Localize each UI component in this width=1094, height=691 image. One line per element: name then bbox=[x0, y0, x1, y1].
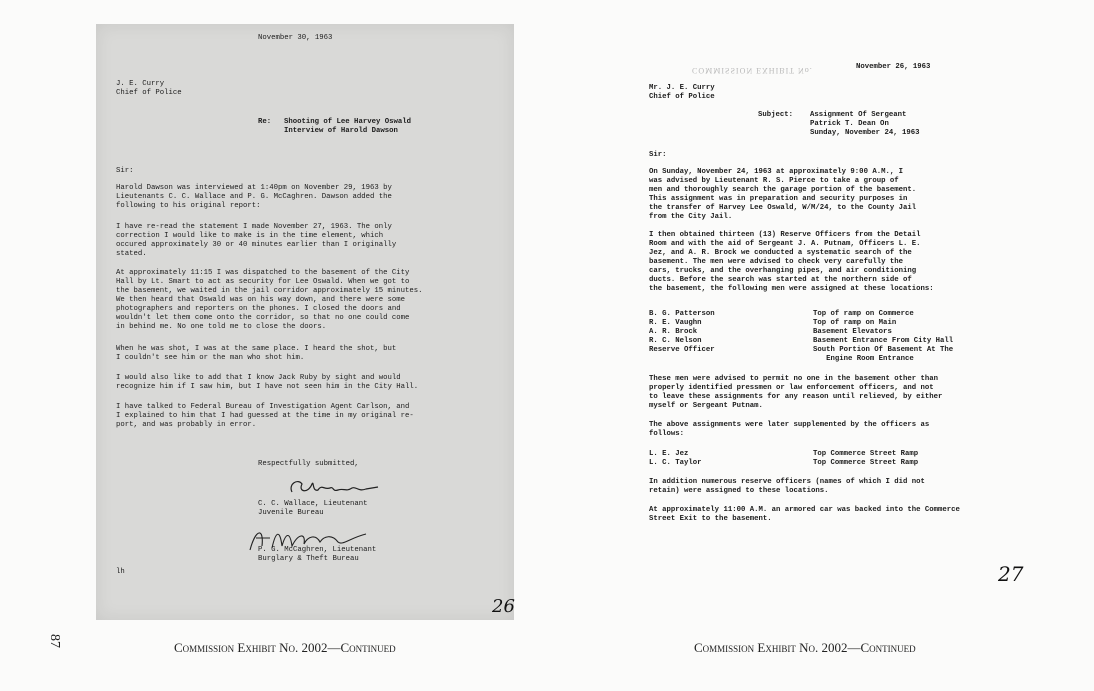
left-signer1-unit: Juvenile Bureau bbox=[258, 509, 324, 517]
assignment-location: Basement Elevators bbox=[813, 328, 892, 336]
right-paragraph-5: In addition numerous reserve officers (names of which I did not retain) were assigned to these locations. bbox=[649, 478, 925, 495]
assignment-name: Reserve Officer bbox=[649, 346, 715, 354]
right-date: November 26, 1963 bbox=[856, 63, 931, 71]
assignment-name: A. R. Brock bbox=[649, 328, 698, 336]
left-signer2-name: P. G. McCaghren, Lieutenant bbox=[258, 546, 377, 554]
assignment-location: Basement Entrance From City Hall bbox=[813, 337, 954, 345]
left-paragraph-5: I would also like to add that I know Jack Ruby by sight and would recognize him if I saw him, but I have not seen him in the City Hall. bbox=[116, 374, 419, 391]
right-document-page bbox=[562, 0, 1094, 612]
signature-wallace bbox=[286, 476, 386, 500]
left-handwritten-page-number: 26 bbox=[492, 596, 515, 617]
right-paragraph-3: These men were advised to permit no one in the basement other than properly identified pressmen or law enforcement officers, and not to leave these assignments for any reason until relieved, by either myself or Sergeant Putnam. bbox=[649, 375, 943, 410]
book-page-number: 87 bbox=[47, 634, 62, 648]
assignment-location: South Portion Of Basement At The Engine Room Entrance bbox=[813, 346, 954, 363]
bleed-through-text: COMMISSION EXHIBIT No. bbox=[692, 66, 813, 75]
left-re-line1: Shooting of Lee Harvey Oswald bbox=[284, 118, 411, 126]
assignment-location: Top of ramp on Main bbox=[813, 319, 897, 327]
supplement-location: Top Commerce Street Ramp bbox=[813, 450, 919, 458]
right-subject-line2: Patrick T. Dean On bbox=[810, 120, 889, 128]
left-typist-initials: lh bbox=[116, 568, 125, 576]
left-re-line2: Interview of Harold Dawson bbox=[284, 127, 398, 135]
supplement-name: L. E. Jez bbox=[649, 450, 689, 458]
left-paragraph-1: Harold Dawson was interviewed at 1:40pm on November 29, 1963 by Lieutenants C. C. Wallace and P. G. McCaghren. Dawson added the following to his original report: bbox=[116, 184, 392, 210]
left-signer2-unit: Burglary & Theft Bureau bbox=[258, 555, 359, 563]
assignment-name: B. G. Patterson bbox=[649, 310, 715, 318]
assignment-name: R. E. Vaughn bbox=[649, 319, 702, 327]
left-closing: Respectfully submitted, bbox=[258, 460, 359, 468]
right-paragraph-1: On Sunday, November 24, 1963 at approximately 9:00 A.M., I was advised by Lieutenant R. S. Pierce to take a group of men and thoroughly search the garage portion of the basement. This assignment was in preparation and security purposes in the transfer of Harvey Lee Oswald, W/M/24, to the County Jail from the City Jail. bbox=[649, 168, 917, 221]
right-paragraph-2: I then obtained thirteen (13) Reserve Officers from the Detail Room and with the aid of Sergeant J. A. Putnam, Officers L. E. Jez, and A. R. Brock we conducted a systematic search of the basement. The men were advised to check very carefully the cars, trucks, and the overhanging pipes, and air conditioning ducts. Before the search was started at the northern side of the basement, the following men were assigned at these locations: bbox=[649, 231, 934, 293]
right-paragraph-4: The above assignments were later supplemented by the officers as follows: bbox=[649, 421, 930, 438]
left-salutation: Sir: bbox=[116, 167, 134, 175]
left-addressee-name: J. E. Curry bbox=[116, 80, 165, 88]
right-addressee-title: Chief of Police bbox=[649, 93, 715, 101]
left-paragraph-6: I have talked to Federal Bureau of Investigation Agent Carlson, and I explained to him that I had guessed at the time in my original re- port, and was probably in error. bbox=[116, 403, 414, 429]
assignment-location: Top of ramp on Commerce bbox=[813, 310, 914, 318]
right-addressee-name: Mr. J. E. Curry bbox=[649, 84, 715, 92]
left-signer1-name: C. C. Wallace, Lieutenant bbox=[258, 500, 368, 508]
supplement-location: Top Commerce Street Ramp bbox=[813, 459, 919, 467]
right-subject-line3: Sunday, November 24, 1963 bbox=[810, 129, 920, 137]
right-subject-line1: Assignment Of Sergeant bbox=[810, 111, 907, 119]
left-exhibit-caption: Commission Exhibit No. 2002—Continued bbox=[174, 640, 396, 655]
left-addressee-title: Chief of Police bbox=[116, 89, 182, 97]
left-paragraph-4: When he was shot, I was at the same place. I heard the shot, but I couldn't see him or the man who shot him. bbox=[116, 345, 397, 362]
left-paragraph-2: I have re-read the statement I made November 27, 1963. The only correction I would like to make is in the time element, which occured approximately 30 or 40 minutes earlier than I originally stated. bbox=[116, 223, 397, 258]
left-paragraph-3: At approximately 11:15 I was dispatched to the basement of the City Hall by Lt. Smart to act as security for Lee Oswald. When we got to the basement, we waited in the jail corridor approximately 15 minutes. We then heard that Oswald was on his way down, and there were some photographers and reporters on the phones. I closed the doors and wouldn't let them come onto the corridor, so that no one could come in behind me. No one told me to close the doors. bbox=[116, 269, 423, 331]
assignment-name: R. C. Nelson bbox=[649, 337, 702, 345]
right-salutation: Sir: bbox=[649, 151, 667, 159]
right-subject-label: Subject: bbox=[758, 111, 794, 119]
right-paragraph-6: At approximately 11:00 A.M. an armored car was backed into the Commerce Street Exit to the basement. bbox=[649, 506, 960, 523]
right-handwritten-page-number: 27 bbox=[998, 562, 1024, 586]
left-date: November 30, 1963 bbox=[258, 34, 333, 42]
left-document-page bbox=[96, 24, 514, 620]
right-exhibit-caption: Commission Exhibit No. 2002—Continued bbox=[694, 640, 916, 655]
left-re-label: Re: bbox=[258, 118, 272, 126]
supplement-name: L. C. Taylor bbox=[649, 459, 702, 467]
